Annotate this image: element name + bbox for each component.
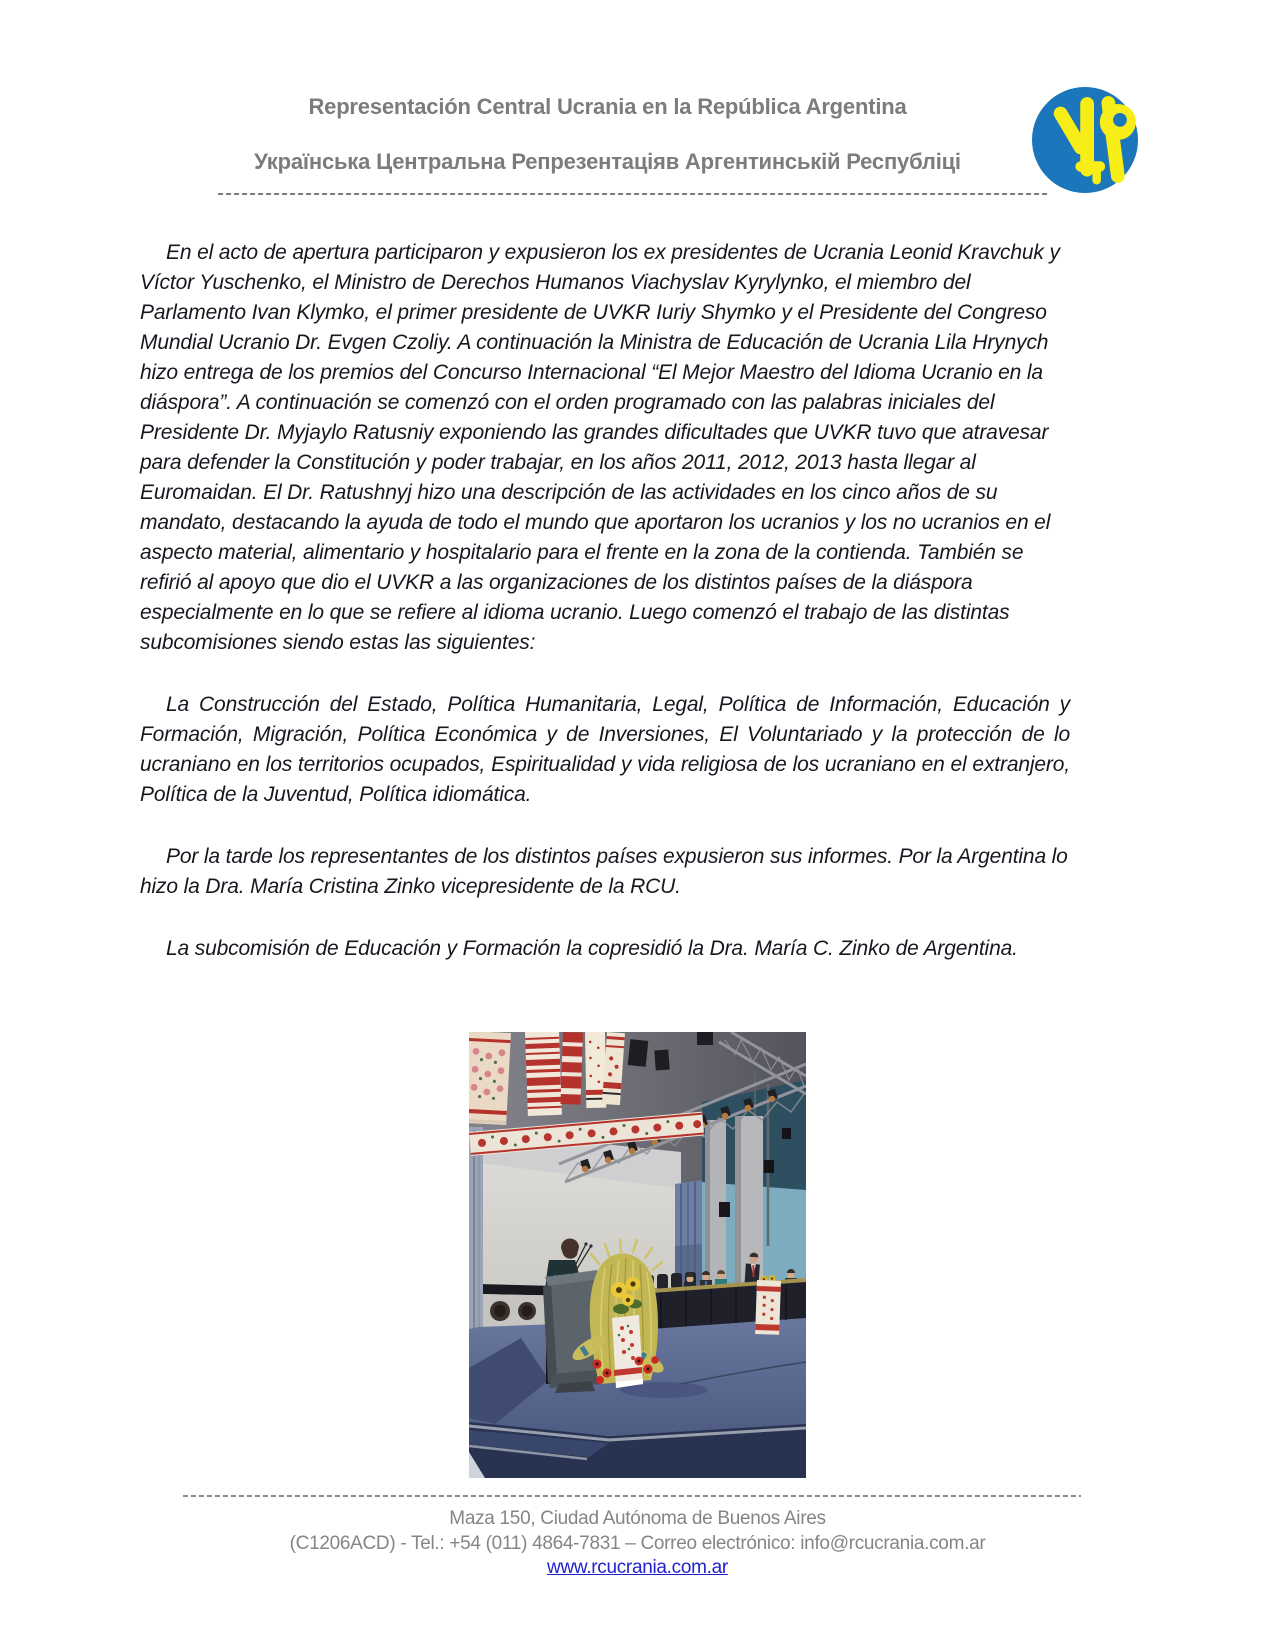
conference-photo-illustration: [469, 1032, 806, 1478]
paragraph-reports: Por la tarde los representantes de los distintos países expusieron sus informes. Por la Argentina lo hizo la Dra. María Cristina Zinko vicepresidente de la RCU.: [140, 845, 1068, 898]
footer-address-line2: (C1206ACD) - Tel.: +54 (011) 4864-7831 – Correo electrónico: info@rcucrania.com.ar: [289, 1533, 986, 1554]
header-dashed-divider: [218, 193, 1048, 195]
article-body: [140, 238, 1070, 996]
footer-dashed-divider: [183, 1495, 1081, 1497]
footer-website: [0, 1557, 1275, 1579]
footer-address-line1: Maza 150, Ciudad Autónoma de Buenos Aires: [449, 1508, 826, 1529]
footer-website-link[interactable]: www.rcucrania.com.ar: [547, 1557, 728, 1578]
paragraph-subcommissions: La Construcción del Estado, Política Humanitaria, Legal, Política de Información, Educación y Formación, Migración, Política Económica y de Inversiones, El Voluntariado y la protección de lo ucraniano en los territorios ocupados, Espiritualidad y vida religiosa de los ucraniano en el extranjero, Política de la Juventud, Política idiomática.: [140, 693, 1070, 806]
paragraph-opening: En el acto de apertura participaron y expusieron los ex presidentes de Ucrania Leonid Kravchuk y Víctor Yuschenko, el Ministro de Derechos Humanos Viachyslav Kyrylynko, el miembro del Parlamento Ivan Klymko, el primer presidente de UVKR Iuriy Shymko y el Presidente del Congreso Mundial Ucranio Dr. Evgen Czoliy. A continuación la Ministra de Educación de Ucrania Lila Hrynych hizo entrega de los premios del Concurso Internacional “El Mejor Maestro del Idioma Ucranio en la diáspora”. A continuación se comenzó con el orden programado con las palabras iniciales del Presidente Dr. Myjaylo Ratusniy exponiendo las grandes dificultades que UVKR tuvo que atravesar para defender la Constitución y poder trabajar, en los años 2011, 2012, 2013 hasta llegar al Euromaidan. El Dr. Ratushnyj hizo una descripción de las actividades en los cinco años de su mandato, destacando la ayuda de todo el mundo que aportaron los ucranios y los no ucranios en el aspecto material, alimentario y hospitalario para el frente en la zona de la contienda. También se refirió al apoyo que dio el UVKR a las organizaciones de los distintos países de la diáspora especialmente en lo que se refiere al idioma ucranio. Luego comenzó el trabajo de las distintas subcomisiones siendo estas las siguientes:: [140, 241, 1060, 654]
header-title-spanish: Representación Central Ucrania en la República Argentina: [308, 94, 907, 119]
header-title-ukrainian: Українська Центральна Репрезентаціяв Аргентинській Республіці: [254, 149, 961, 174]
conference-photo: [469, 1032, 806, 1478]
paragraph-education-commission: La subcomisión de Educación y Formación la copresidió la Dra. María C. Zinko de Argentina.: [166, 937, 1018, 960]
ucr-monogram-logo-icon: [1032, 87, 1138, 193]
